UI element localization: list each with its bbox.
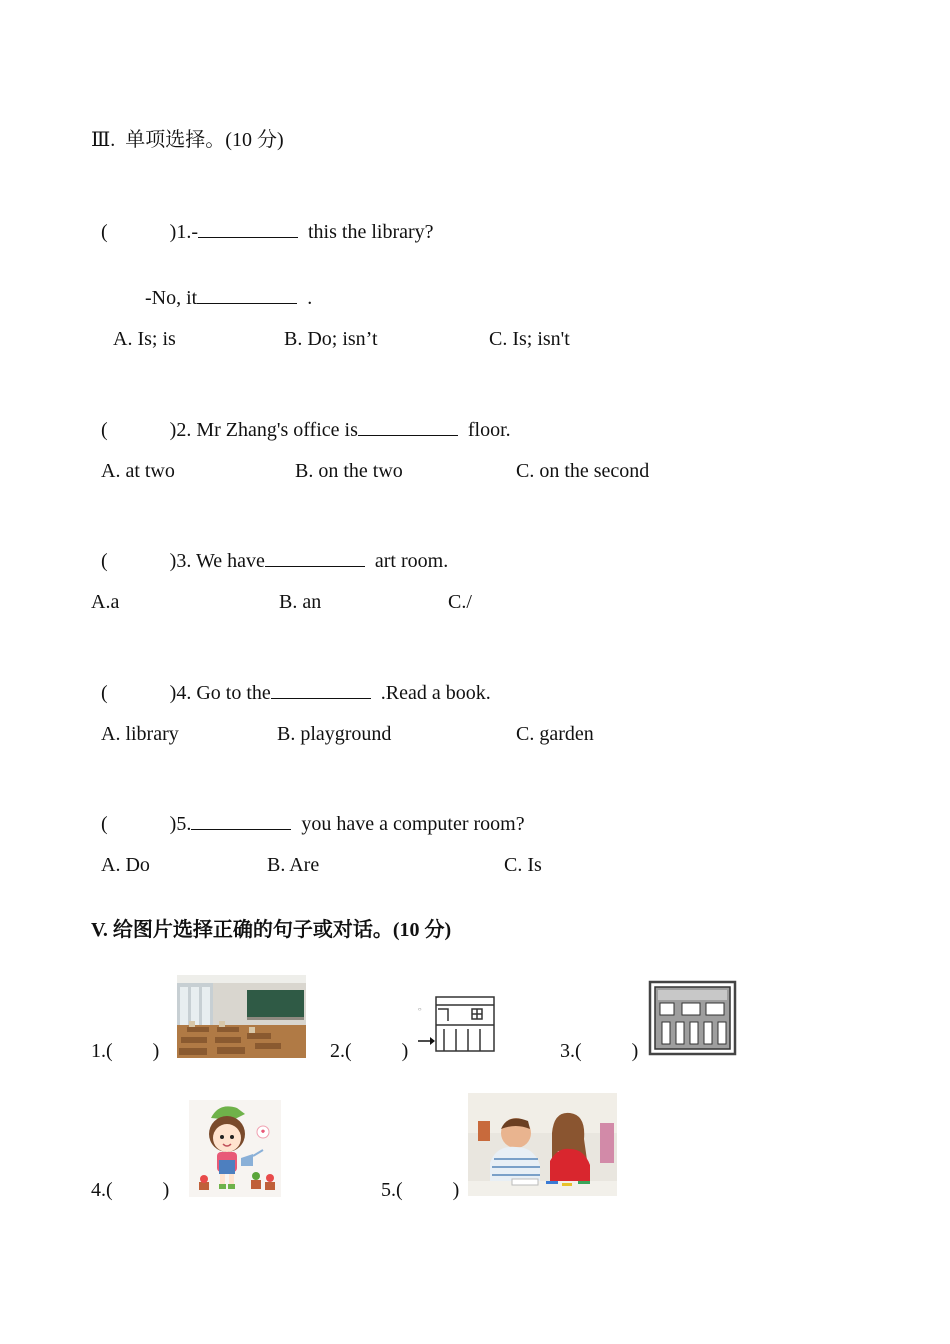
option-b: B. an <box>279 591 322 613</box>
question-text: .Read a book. <box>370 682 491 704</box>
question-4 <box>91 656 491 705</box>
question-1 <box>91 195 434 244</box>
fill-blank[interactable] <box>271 680 371 699</box>
question-label: )5. <box>169 813 192 835</box>
question-text: . <box>297 287 313 309</box>
question-label: )3. We have <box>169 550 265 572</box>
answer-paren[interactable]: ( <box>101 550 108 572</box>
fill-blank[interactable] <box>197 285 297 304</box>
option-c: C. on the second <box>516 460 650 482</box>
answer-paren[interactable]: ( <box>101 419 108 441</box>
question-label: )4. Go to the <box>169 682 271 704</box>
question-3 <box>91 524 448 573</box>
picture-item-4-label[interactable]: 4.( ) <box>91 1179 170 1201</box>
question-text: art room. <box>364 550 449 572</box>
fill-blank[interactable] <box>191 811 291 830</box>
option-c: C./ <box>448 591 472 613</box>
option-a: A. Is; is <box>113 328 176 350</box>
question-5 <box>91 787 525 836</box>
answer-paren[interactable]: ( <box>101 682 108 704</box>
question-1-line-2 <box>135 261 312 310</box>
option-b: B. on the two <box>295 460 403 482</box>
option-c: C. Is; isn't <box>489 328 570 350</box>
option-a: A. library <box>101 723 179 745</box>
option-c: C. garden <box>516 723 594 745</box>
question-text: you have a computer room? <box>291 813 525 835</box>
building-floor-sketch-image <box>414 993 498 1055</box>
question-text: this the library? <box>298 221 434 243</box>
answer-paren[interactable]: ( <box>101 813 108 835</box>
question-label: )1.- <box>169 221 198 243</box>
option-b: B. Are <box>267 854 320 876</box>
option-b: B. Do; isn’t <box>284 328 378 350</box>
answer-paren[interactable]: ( <box>101 221 108 243</box>
classroom-image <box>177 975 306 1058</box>
building-floor-plan-image <box>648 980 737 1056</box>
option-c: C. Is <box>504 854 542 876</box>
question-text: floor. <box>457 419 511 441</box>
picture-item-1-label[interactable]: 1.( ) <box>91 1040 160 1062</box>
option-a: A. Do <box>101 854 150 876</box>
girl-watering-flowers-image <box>189 1100 281 1197</box>
section-3-title: Ⅲ. 单项选择。(10 分) <box>91 129 284 151</box>
option-b: B. playground <box>277 723 392 745</box>
question-label: )2. Mr Zhang's office is <box>169 419 358 441</box>
option-a: A.a <box>91 591 120 613</box>
question-2 <box>91 393 511 442</box>
fill-blank[interactable] <box>358 417 458 436</box>
option-a: A. at two <box>101 460 175 482</box>
section-5-title: V. 给图片选择正确的句子或对话。(10 分) <box>91 919 452 941</box>
svg-text:ᴼ: ᴼ <box>418 1007 422 1015</box>
picture-item-2-label[interactable]: 2.( ) <box>330 1040 409 1062</box>
picture-item-5-label[interactable]: 5.( ) <box>381 1179 460 1201</box>
question-text: -No, it <box>145 287 198 309</box>
fill-blank[interactable] <box>265 548 365 567</box>
children-drawing-image <box>468 1093 617 1196</box>
picture-item-3-label[interactable]: 3.( ) <box>560 1040 639 1062</box>
fill-blank[interactable] <box>198 219 298 238</box>
